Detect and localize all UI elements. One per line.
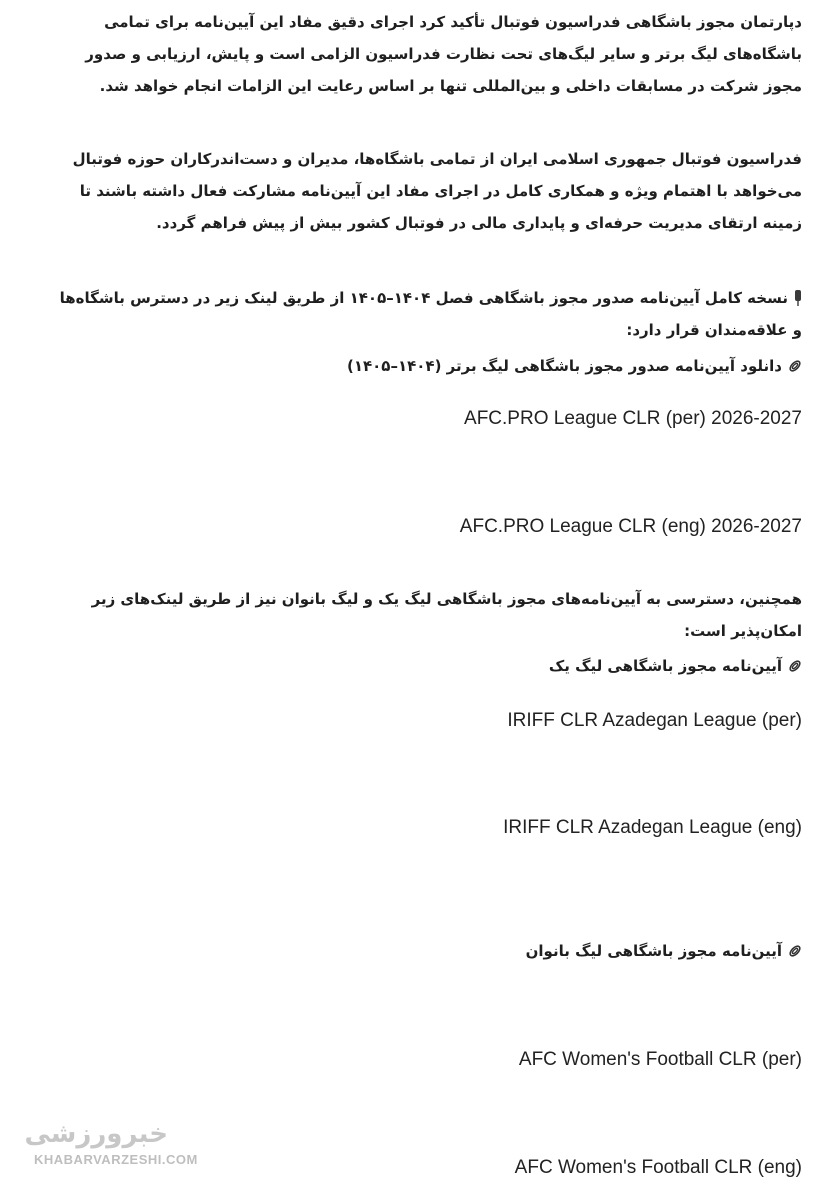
premier-league-download-link[interactable] [20,352,802,380]
paragraph-licensing-department [20,6,802,102]
watermark-site-text: KHABARVARZESHI.COM [34,1152,198,1167]
pushpin-icon [794,285,802,301]
paragraph-other-leagues [20,583,802,647]
league-one-heading [20,652,802,680]
premier-league-download-label[interactable]: دانلود آیین‌نامه صدور مجوز باشگاهی لیگ برتر (۱۴۰۴–۱۴۰۵) [346,357,782,375]
azadegan-league-eng-link[interactable]: IRIFF CLR Azadegan League (eng) [503,817,802,838]
text-line: مجوز شرکت در مسابقات داخلی و بین‌المللی تنها بر اساس رعایت این الزامات انجام خواهد شد. [99,77,802,95]
text-line: امکان‌پذیر است: [684,622,802,640]
text-line: و علاقه‌مندان قرار دارد: [626,321,802,339]
text-line: فدراسیون فوتبال جمهوری اسلامی ایران از تمامی باشگاه‌ها، مدیران و دست‌اندرکاران حوزه فوتبال [72,150,802,168]
paperclip-icon [788,654,802,668]
watermark-logo [24,1116,224,1176]
text-line: دپارتمان مجوز باشگاهی فدراسیون فوتبال تأکید کرد اجرای دقیق مفاد این آیین‌نامه برای تمامی [104,13,802,31]
afc-pro-league-eng-link[interactable]: AFC.PRO League CLR (eng) 2026-2027 [459,516,802,537]
full-regulation-text: نسخه کامل آیین‌نامه صدور مجوز باشگاهی فصل ۱۴۰۴–۱۴۰۵ از طریق لینک زیر در دسترس باشگاه‌ها [59,289,788,307]
azadegan-league-per-link[interactable]: IRIFF CLR Azadegan League (per) [507,710,802,731]
paragraph-federation-request [20,143,802,239]
league-one-heading-label: آیین‌نامه مجوز باشگاهی لیگ یک [548,657,782,675]
text-line: همچنین، دسترسی به آیین‌نامه‌های مجوز باشگاهی لیگ یک و لیگ بانوان نیز از طریق لینک‌های زیر [91,590,802,608]
text-line: زمینه ارتقای مدیریت حرفه‌ای و پایداری مالی در فوتبال کشور بیش از پیش فراهم گردد. [156,214,802,232]
text-line [20,282,802,314]
afc-women-football-per-link[interactable]: AFC Women's Football CLR (per) [518,1049,802,1070]
text-line: باشگاه‌های لیگ برتر و سایر لیگ‌های تحت نظارت فدراسیون الزامی است و پایش، ارزیابی و صدور [85,45,802,63]
watermark-persian-text: خبرورزشی [24,1119,168,1149]
afc-women-football-eng-link[interactable]: AFC Women's Football CLR (eng) [514,1157,802,1178]
paperclip-icon [788,354,802,368]
women-league-heading [20,937,802,965]
text-line: می‌خواهد با اهتمام ویژه و همکاری کامل در اجرای مفاد این آیین‌نامه مشارکت فعال داشته باشند تا [79,182,802,200]
paragraph-full-regulation [20,282,802,346]
paperclip-icon [788,939,802,953]
afc-pro-league-per-link[interactable]: AFC.PRO League CLR (per) 2026-2027 [464,408,802,429]
women-league-heading-label: آیین‌نامه مجوز باشگاهی لیگ بانوان [525,942,782,960]
